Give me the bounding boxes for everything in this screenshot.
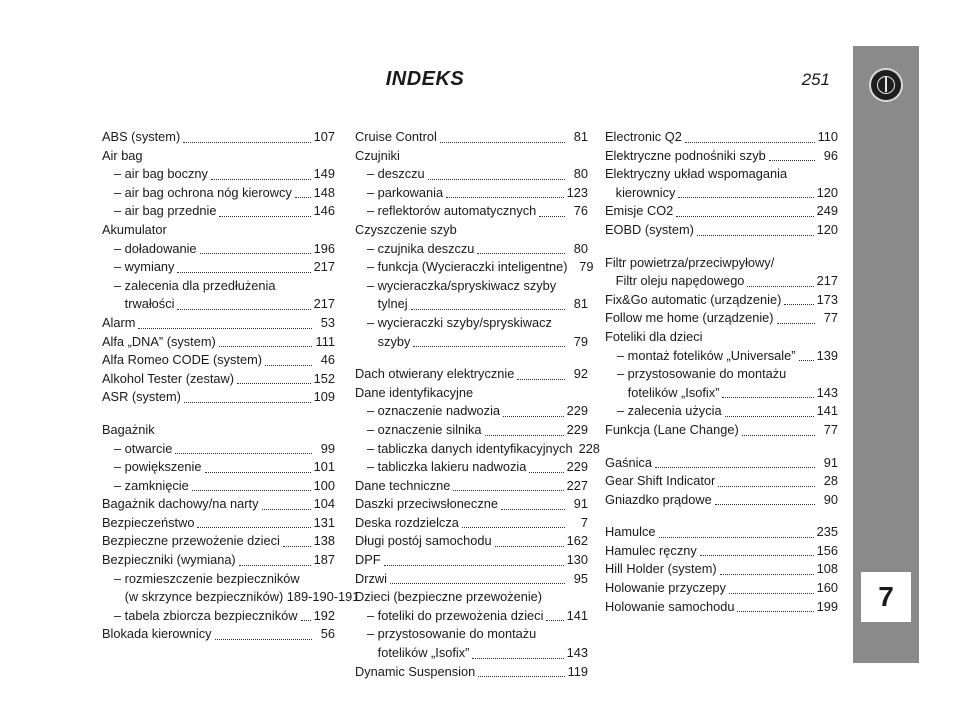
page-ref: 139 [816, 347, 838, 363]
index-entry [355, 333, 588, 352]
index-heading [102, 570, 335, 589]
page-ref: 130 [566, 552, 588, 568]
index-entry [102, 165, 335, 184]
dot-leader [175, 453, 312, 454]
page-ref: 217 [313, 259, 335, 275]
entry-text: ASR (system) [102, 389, 181, 405]
dot-leader [200, 253, 311, 254]
index-entry [605, 491, 838, 510]
dot-leader [655, 467, 815, 468]
section-gap [102, 407, 335, 421]
entry-text: Daszki przeciwsłoneczne [355, 496, 498, 512]
entry-text: Funkcja (Lane Change) [605, 421, 739, 437]
page-ref: 148 [313, 184, 335, 200]
entry-text: Filtr powietrza/przeciwpyłowy/ [605, 254, 775, 270]
entry-text: kierownicy [605, 184, 676, 200]
index-entry [605, 560, 838, 579]
index-entry [102, 458, 335, 477]
index-entry [605, 579, 838, 598]
entry-text: trwałości [114, 296, 175, 312]
page-ref: 196 [313, 240, 335, 256]
index-entry [605, 128, 838, 147]
index-column-1 [102, 128, 360, 644]
entry-text: Fix&Go automatic (urządzenie) [605, 291, 782, 307]
index-entry [605, 421, 838, 440]
index-entry [355, 532, 588, 551]
entry-text: Deska rozdzielcza [355, 514, 459, 530]
entry-text: – przystosowanie do montażu [367, 626, 537, 642]
index-entry [102, 240, 335, 259]
entry-text: Alkohol Tester (zestaw) [102, 370, 235, 386]
chapter-number: 7 [861, 572, 911, 622]
entry-text: Alarm [102, 314, 136, 330]
page-ref: 146 [313, 203, 335, 219]
dot-leader [265, 365, 312, 366]
dot-leader [440, 142, 565, 143]
page-ref: 228 [578, 440, 600, 456]
index-heading [355, 221, 588, 240]
dot-leader [411, 309, 565, 310]
index-heading [355, 625, 588, 644]
entry-text: Bagażnik dachowy/na narty [102, 496, 259, 512]
dot-leader [747, 286, 813, 287]
page-ref: 91 [573, 496, 588, 512]
page-ref: 229 [566, 459, 588, 475]
index-entry [605, 542, 838, 561]
index-heading [355, 147, 588, 166]
index-entry [102, 388, 335, 407]
page-ref: 99 [320, 440, 335, 456]
index-heading [102, 588, 360, 607]
index-entry [605, 309, 838, 328]
entry-text: Dane techniczne [355, 477, 451, 493]
page-ref: 217 [313, 296, 335, 312]
entry-text: Gear Shift Indicator [605, 473, 716, 489]
entry-text: – doładowanie [114, 240, 197, 256]
index-entry [355, 402, 588, 421]
entry-text: Akumulator [102, 221, 167, 237]
dot-leader [676, 216, 813, 217]
index-entry [102, 440, 335, 459]
entry-text: – powiększenie [114, 459, 202, 475]
page-ref: 141 [816, 403, 838, 419]
index-entry [355, 514, 588, 533]
entry-text: – wycieraczki szyby/spryskiwacz [367, 314, 552, 330]
index-entry [355, 165, 588, 184]
page-ref: 80 [573, 240, 588, 256]
page-ref: 96 [823, 147, 838, 163]
dot-leader [301, 620, 311, 621]
index-entry [355, 551, 588, 570]
dot-leader [219, 346, 312, 347]
entry-text: – foteliki do przewożenia dzieci [367, 607, 544, 623]
index-heading [355, 588, 588, 607]
dot-leader [784, 304, 813, 305]
entry-text: Bezpieczne przewożenie dzieci [102, 533, 280, 549]
dot-leader [718, 486, 815, 487]
dot-leader [685, 142, 815, 143]
page-ref: 104 [313, 496, 335, 512]
page-ref: 77 [823, 310, 838, 326]
entry-text: – wymiany [114, 259, 175, 275]
page-ref: 138 [313, 533, 335, 549]
page-ref: 56 [320, 626, 335, 642]
page-ref: 100 [313, 477, 335, 493]
page-ref: 141 [566, 607, 588, 623]
index-entry [355, 495, 588, 514]
dot-leader [177, 309, 310, 310]
index-entry [355, 365, 588, 384]
entry-text: – air bag boczny [114, 166, 208, 182]
dot-leader [678, 197, 813, 198]
index-entry [102, 607, 335, 626]
dot-leader [725, 416, 814, 417]
alfa-romeo-logo-icon [869, 68, 903, 102]
dot-leader [503, 416, 564, 417]
dot-leader [239, 565, 311, 566]
entry-text: szyby [367, 333, 411, 349]
entry-text: Hamulec ręczny [605, 542, 697, 558]
entry-text: – montaż fotelików „Universale” [617, 347, 796, 363]
entry-text: – deszczu [367, 166, 425, 182]
dot-leader [237, 383, 311, 384]
dot-leader [283, 546, 311, 547]
index-heading [605, 254, 838, 273]
page-ref: 131 [313, 514, 335, 530]
entry-text: Elektryczne podnośniki szyb [605, 147, 766, 163]
page-ref: 91 [823, 454, 838, 470]
dot-leader [546, 620, 563, 621]
entry-text: – rozmieszczenie bezpieczników [114, 570, 300, 586]
index-entry [605, 598, 838, 617]
entry-text: Dach otwierany elektrycznie [355, 366, 515, 382]
page-ref: 187 [313, 552, 335, 568]
entry-text: – funkcja (Wycieraczki inteligentne) [367, 259, 568, 275]
page-ref: 101 [313, 459, 335, 475]
entry-text: Dynamic Suspension [355, 663, 476, 679]
page-ref: 79 [579, 259, 594, 275]
entry-text: fotelików „Isofix” [367, 645, 470, 661]
entry-text: Hamulce [605, 524, 656, 540]
entry-text: Follow me home (urządzenie) [605, 310, 774, 326]
index-entry [355, 644, 588, 663]
entry-text: Hill Holder (system) [605, 561, 717, 577]
dot-leader [777, 323, 815, 324]
entry-text: fotelików „Isofix” [617, 384, 720, 400]
dot-leader [413, 346, 565, 347]
index-entry [605, 184, 838, 203]
dot-leader [495, 546, 564, 547]
entry-text: Cruise Control [355, 129, 437, 144]
dot-leader [384, 565, 564, 566]
entry-text: Bagażnik [102, 421, 155, 437]
entry-text: – oznaczenie nadwozia [367, 403, 501, 419]
entry-text: Alfa „DNA” (system) [102, 333, 216, 349]
entry-text: Bezpieczniki (wymiana) [102, 552, 236, 568]
dot-leader [715, 504, 815, 505]
entry-text: – oznaczenie silnika [367, 421, 482, 437]
dot-leader [205, 472, 311, 473]
index-entry [355, 421, 588, 440]
index-column-3 [605, 128, 838, 616]
page-ref: 108 [816, 561, 838, 577]
index-entry [605, 472, 838, 491]
index-entry [102, 314, 335, 333]
dot-leader [529, 472, 563, 473]
entry-text: Gniazdko prądowe [605, 491, 712, 507]
index-entry [605, 523, 838, 542]
entry-text: Czyszczenie szyb [355, 221, 457, 237]
index-entry [102, 551, 335, 570]
page-ref: 119 [567, 663, 588, 679]
index-entry [102, 370, 335, 389]
page-ref: 160 [816, 580, 838, 596]
page-ref: 110 [817, 129, 838, 144]
dot-leader [197, 527, 310, 528]
entry-text: Dzieci (bezpieczne przewożenie) [355, 589, 543, 605]
entry-text: Holowanie samochodu [605, 598, 735, 614]
page-ref: 107 [313, 129, 335, 144]
index-heading [605, 165, 838, 184]
dot-leader [720, 574, 814, 575]
index-entry [605, 402, 838, 421]
index-entry [605, 272, 838, 291]
index-entry [355, 184, 588, 203]
dot-leader [183, 142, 310, 143]
page-ref: 229 [566, 421, 588, 437]
page-ref: 249 [816, 203, 838, 219]
entry-text: – tabliczka danych identyfikacyjnych [367, 440, 573, 456]
entry-text: – air bag przednie [114, 203, 217, 219]
page-ref: 217 [816, 273, 838, 289]
dot-leader [177, 272, 310, 273]
entry-text: Gaśnica [605, 454, 652, 470]
entry-text: Elektryczny układ wspomagania [605, 166, 788, 182]
page-ref: 173 [816, 291, 838, 307]
index-entry [605, 147, 838, 166]
page-ref: 235 [816, 524, 838, 540]
entry-text: Drzwi [355, 570, 387, 586]
dot-leader [390, 583, 565, 584]
index-entry [102, 625, 335, 644]
page-ref: 123 [566, 184, 588, 200]
dot-leader [501, 509, 565, 510]
index-entry [102, 128, 335, 147]
page-ref: 92 [573, 366, 588, 382]
entry-text: Emisje CO2 [605, 203, 674, 219]
section-gap [605, 509, 838, 523]
entry-text: Blokada kierownicy [102, 626, 212, 642]
page-number: 251 [801, 70, 830, 89]
entry-text: Electronic Q2 [605, 129, 682, 144]
dot-leader [138, 328, 312, 329]
entry-text: Foteliki dla dzieci [605, 328, 703, 344]
index-entry [102, 477, 335, 496]
index-entry [102, 351, 335, 370]
entry-text: – tabliczka lakieru nadwozia [367, 459, 527, 475]
page-ref: 227 [566, 477, 588, 493]
dot-leader [184, 402, 311, 403]
dot-leader [722, 397, 813, 398]
page-ref: 53 [320, 314, 335, 330]
index-heading [102, 147, 335, 166]
page-ref: 143 [816, 384, 838, 400]
page-ref: 7 [580, 514, 588, 530]
entry-text: Czujniki [355, 147, 400, 163]
page-ref: 81 [573, 296, 588, 312]
page-ref: 77 [823, 421, 838, 437]
entry-text: – parkowania [367, 184, 444, 200]
dot-leader [219, 216, 310, 217]
section-gap [355, 351, 588, 365]
entry-text: – reflektorów automatycznych [367, 203, 537, 219]
entry-text: ABS (system) [102, 129, 181, 144]
index-entry [102, 202, 335, 221]
index-heading [605, 328, 838, 347]
chapter-sidebar [853, 46, 919, 663]
index-heading [605, 365, 838, 384]
index-entry [355, 295, 588, 314]
index-entry [605, 347, 838, 366]
page-ref: 120 [816, 184, 838, 200]
index-entry [355, 202, 588, 221]
entry-text: Bezpieczeństwo [102, 514, 195, 530]
index-entry [102, 295, 335, 314]
page-ref: 120 [816, 221, 838, 237]
index-entry [605, 291, 838, 310]
dot-leader [478, 676, 564, 677]
index-entry [605, 454, 838, 473]
dot-leader [477, 253, 565, 254]
index-entry [605, 221, 838, 240]
dot-leader [428, 179, 565, 180]
index-entry [605, 202, 838, 221]
index-entry [355, 570, 588, 589]
index-entry [102, 184, 335, 203]
dot-leader [462, 527, 565, 528]
entry-text: Filtr oleju napędowego [605, 273, 745, 289]
page-ref: 90 [823, 491, 838, 507]
index-entry [102, 333, 335, 352]
section-gap [605, 440, 838, 454]
dot-leader [700, 555, 814, 556]
dot-leader [697, 235, 814, 236]
page-ref: 143 [566, 645, 588, 661]
page-ref: 156 [816, 542, 838, 558]
page-ref: 229 [566, 403, 588, 419]
dot-leader [295, 197, 311, 198]
index-entry [355, 458, 588, 477]
entry-text: – czujnika deszczu [367, 240, 475, 256]
entry-text: Długi postój samochodu [355, 533, 492, 549]
dot-leader [737, 611, 813, 612]
entry-text: – air bag ochrona nóg kierowcy [114, 184, 292, 200]
page-ref: 149 [313, 166, 335, 182]
entry-text: (w skrzynce bezpieczników) 189-190-191 [114, 589, 360, 605]
index-entry [355, 477, 588, 496]
dot-leader [211, 179, 311, 180]
page-title: INDEKS [385, 68, 465, 90]
entry-text: – zamknięcie [114, 477, 189, 493]
dot-leader [485, 435, 564, 436]
dot-leader [192, 490, 311, 491]
entry-text: – przystosowanie do montażu [617, 366, 787, 382]
dot-leader [742, 435, 815, 436]
page-ref: 76 [573, 203, 588, 219]
index-entry [355, 128, 588, 147]
entry-text: – tabela zbiorcza bezpieczników [114, 607, 298, 623]
page-ref: 81 [573, 129, 588, 144]
index-entry [605, 384, 838, 403]
page-ref: 109 [313, 389, 335, 405]
dot-leader [769, 160, 815, 161]
dot-leader [262, 509, 311, 510]
index-entry [355, 607, 588, 626]
entry-text: Air bag [102, 147, 143, 163]
page-ref: 192 [313, 607, 335, 623]
entry-text: – wycieraczka/spryskiwacz szyby [367, 277, 557, 293]
index-heading [355, 277, 588, 296]
dot-leader [659, 537, 814, 538]
dot-leader [539, 216, 565, 217]
dot-leader [472, 658, 563, 659]
page-ref: 152 [313, 370, 335, 386]
page-ref: 46 [320, 352, 335, 368]
entry-text: – zalecenia dla przedłużenia [114, 277, 276, 293]
index-entry [355, 258, 594, 277]
entry-text: Alfa Romeo CODE (system) [102, 352, 262, 368]
index-heading [355, 384, 588, 403]
index-heading [102, 421, 335, 440]
page-ref: 95 [573, 570, 588, 586]
dot-leader [453, 490, 563, 491]
dot-leader [446, 197, 564, 198]
dot-leader [215, 639, 312, 640]
index-entry [102, 532, 335, 551]
index-entry [355, 240, 588, 259]
index-heading [102, 221, 335, 240]
entry-text: – zalecenia użycia [617, 403, 722, 419]
page-ref: 162 [566, 533, 588, 549]
index-entry [102, 495, 335, 514]
index-heading [355, 314, 588, 333]
index-entry [355, 663, 588, 682]
entry-text: Holowanie przyczepy [605, 580, 726, 596]
page-ref: 199 [816, 598, 838, 614]
index-entry [355, 440, 600, 459]
page-ref: 79 [573, 333, 588, 349]
index-entry [102, 514, 335, 533]
index-column-2 [355, 128, 600, 681]
page-ref: 80 [573, 166, 588, 182]
page-ref: 111 [315, 333, 335, 349]
index-entry [102, 258, 335, 277]
section-gap [605, 240, 838, 254]
entry-text: DPF [355, 552, 381, 568]
entry-text: – otwarcie [114, 440, 173, 456]
dot-leader [729, 593, 814, 594]
page-ref: 28 [823, 473, 838, 489]
entry-text: EOBD (system) [605, 221, 694, 237]
entry-text: Dane identyfikacyjne [355, 384, 474, 400]
dot-leader [799, 360, 814, 361]
dot-leader [517, 379, 565, 380]
entry-text: tylnej [367, 296, 408, 312]
index-heading [102, 277, 335, 296]
